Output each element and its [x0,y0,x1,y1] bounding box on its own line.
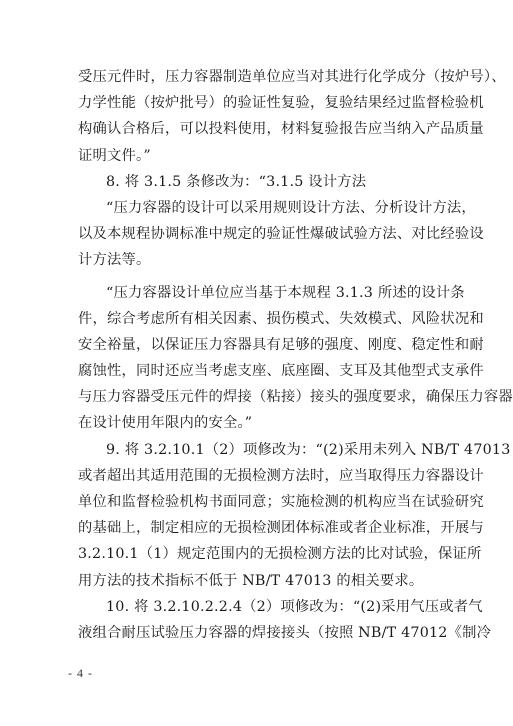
body-line-20: 用方法的技术指标不低于 NB/T 47013 的相关要求。 [78,572,424,589]
body-line-11: 安全裕量，以保证压力容器具有足够的强度、刚度、稳定性和耐 [78,336,484,353]
body-line-4: 证明文件。” [78,147,151,164]
page-number: - 4 - [68,666,93,680]
body-line-9: “压力容器设计单位应当基于本规程 3.1.3 所述的设计条 [106,284,465,301]
body-line-16: 或者超出其适用范围的无损检测方法时，应当取得压力容器设计 [78,467,484,484]
item-8-heading: 8. 将 3.1.5 条修改为：“3.1.5 设计方法 [106,173,367,190]
body-line-7: 以及本规程协调标准中规定的验证性爆破试验方法、对比经验设 [78,226,484,243]
body-line-19: 3.2.10.1（1）规定范围内的无损检测方法的比对试验，保证所 [78,546,482,563]
item-10-heading: 10. 将 3.2.10.2.2.4（2）项修改为：“(2)采用气压或者气 [106,598,483,615]
body-line-1: 受压元件时，压力容器制造单位应当对其进行化学成分（按炉号）、 [78,69,506,85]
body-line-2: 力学性能（按炉批号）的验证性复验，复验结果经过监督检验机 [78,95,484,112]
body-line-14: 在设计使用年限内的安全。” [78,415,253,432]
body-line-6: “压力容器的设计可以采用规则设计方法、分析设计方法， [106,199,476,216]
body-line-8: 计方法等。 [78,252,151,269]
body-line-13: 与压力容器受压元件的焊接（粘接）接头的强度要求，确保压力容器 [78,389,513,406]
body-line-12: 腐蚀性，同时还应当考虑支座、底座圈、支耳及其他型式支承件 [78,363,484,380]
body-line-3: 构确认合格后，可以投料使用，材料复验报告应当纳入产品质量 [78,121,484,138]
body-line-17: 单位和监督检验机构书面同意；实施检测的机构应当在试验研究 [78,494,484,510]
body-line-18: 的基础上，制定相应的无损检测团体标准或者企业标准，开展与 [78,520,484,537]
body-line-22: 液组合耐压试验压力容器的焊接接头（按照 NB/T 47012《制冷 [78,624,492,641]
document-body [78,64,513,646]
item-9-heading: 9. 将 3.2.10.1（2）项修改为：“(2)采用未列入 NB/T 47013 [106,441,511,458]
body-line-10: 件，综合考虑所有相关因素、损伤模式、失效模式、风险状况和 [78,310,484,327]
